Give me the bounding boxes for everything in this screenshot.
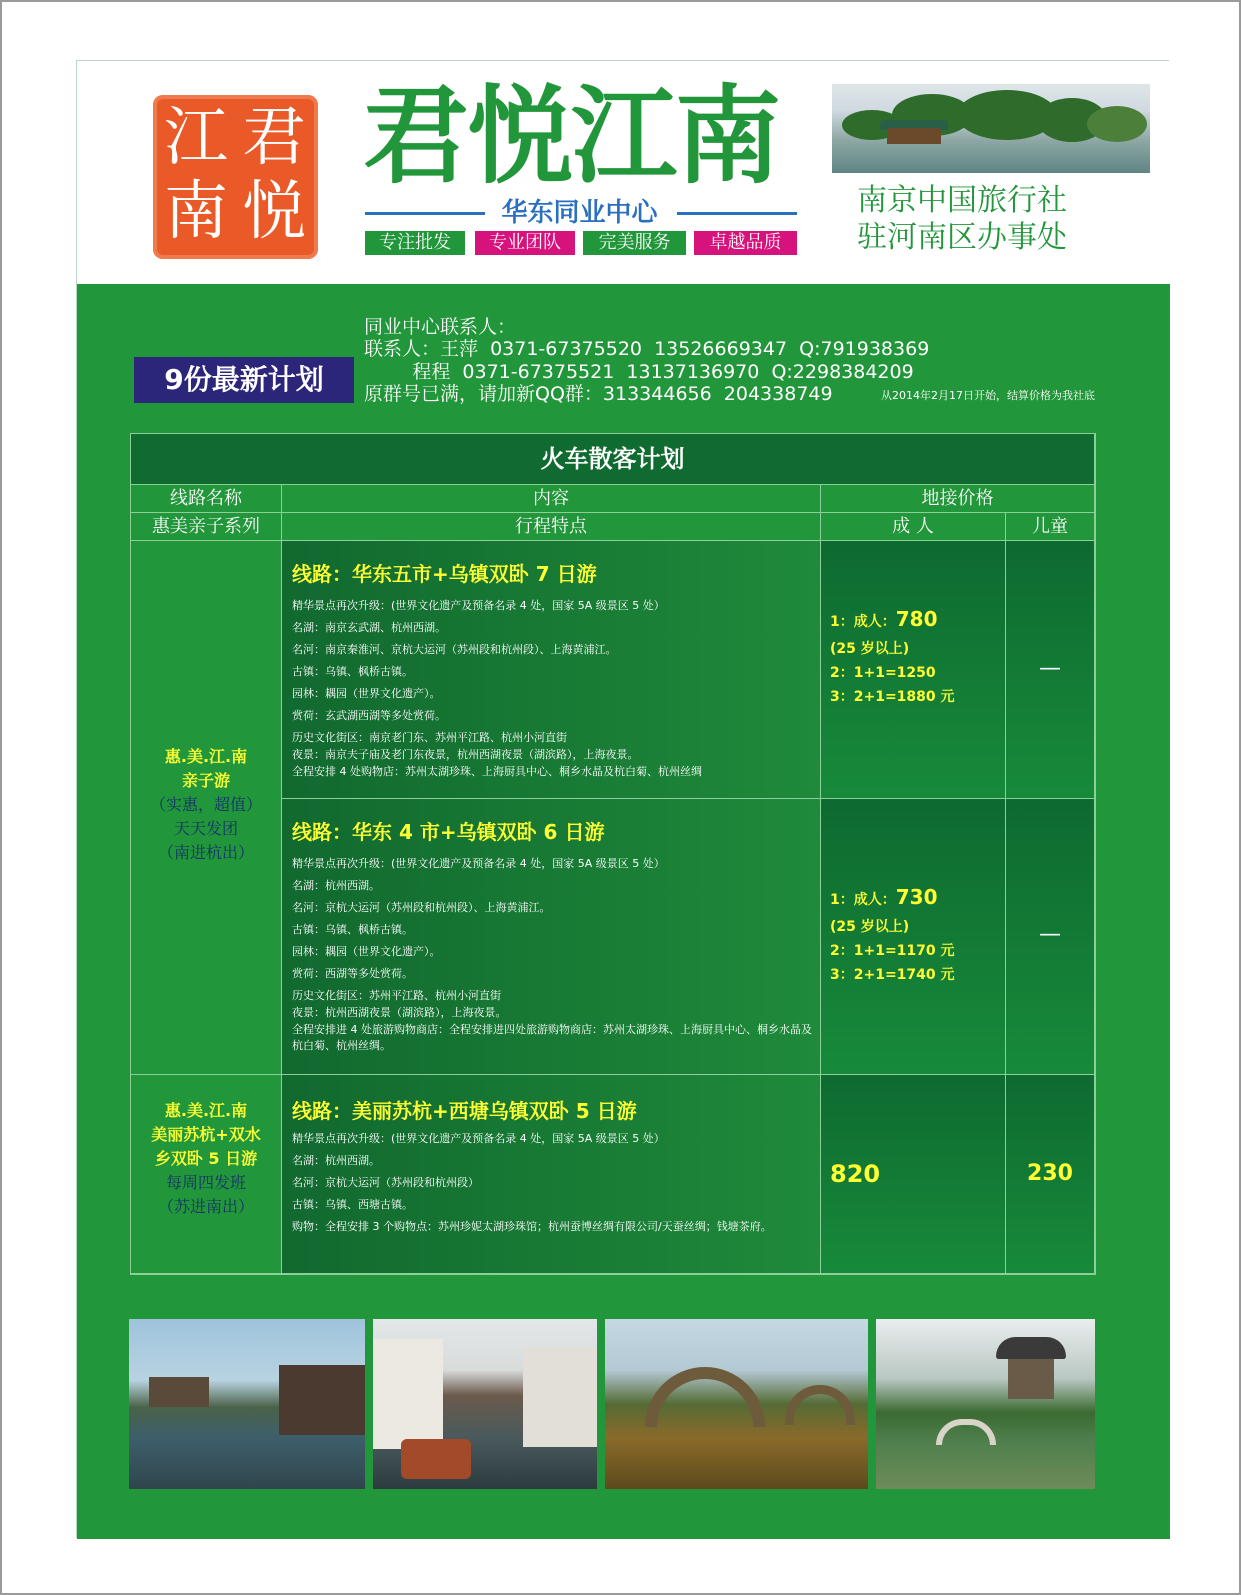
flyer xyxy=(76,60,1169,1538)
water-town-photo xyxy=(129,1319,365,1489)
series-label xyxy=(131,745,281,865)
price-combo: 3：2+1=1740 元 xyxy=(830,967,955,983)
series-type: 美丽苏杭+双水 xyxy=(151,1125,261,1144)
divider xyxy=(677,212,797,215)
route-detail: 园林：耦园（世界文化遗产）。 xyxy=(292,687,441,700)
seal-char: 南 xyxy=(164,175,228,249)
child-price: — xyxy=(1039,656,1061,681)
route-detail: 名湖：南京玄武湖、杭州西湖。 xyxy=(292,621,446,634)
boat-shape xyxy=(401,1439,471,1479)
brand-subtitle: 华东同业中心 xyxy=(501,198,658,228)
divider xyxy=(365,212,485,215)
tagline-badge: 卓越品质 xyxy=(694,231,797,255)
series-note: （实惠，超值） xyxy=(149,795,262,814)
tagline-badge: 专注批发 xyxy=(365,231,465,255)
contact-heading: 同业中心联系人： xyxy=(364,316,517,338)
house-shape xyxy=(373,1339,443,1449)
series-type: 乡双卧 5 日游 xyxy=(154,1149,258,1168)
price-combo: 3：2+1=1880 元 xyxy=(830,689,955,705)
route-cell xyxy=(282,541,821,799)
child-price-cell xyxy=(1006,1075,1095,1274)
price-label: 1：成人： xyxy=(830,614,896,630)
series-name: 惠.美.江.南 xyxy=(164,1101,248,1120)
contact-line: 程程 0371-67375521 13137136970 Q:2298384209 xyxy=(364,361,914,383)
seal-char: 悦 xyxy=(242,175,306,249)
child-price-cell xyxy=(1006,799,1095,1075)
pavilion xyxy=(887,128,941,144)
route-detail: 精华景点再次升级：(世界文化遗产及预备名录 4 处，国家 5A 级景区 5 处） xyxy=(292,857,665,870)
route-cell xyxy=(282,1075,821,1274)
route-detail: 名湖：杭州西湖。 xyxy=(292,879,380,892)
header-content: 内容 xyxy=(282,485,821,513)
tagline-badge: 完美服务 xyxy=(583,231,686,255)
child-price: 230 xyxy=(1027,1161,1073,1186)
price-combo: 2：1+1=1250 xyxy=(830,665,936,681)
pavilion-roof xyxy=(996,1337,1066,1359)
route-detail: 古镇：乌镇、枫桥古镇。 xyxy=(292,923,413,936)
series-cell xyxy=(131,1075,282,1274)
price-note: 从2014年2月17日开始，结算价格为我社底 xyxy=(881,389,1095,402)
adult-price-cell xyxy=(821,1075,1006,1274)
route-detail: 精华景点再次升级：(世界文化遗产及预备名录 4 处，国家 5A 级景区 5 处） xyxy=(292,1132,665,1145)
header-child: 儿童 xyxy=(1006,513,1095,541)
adult-price-cell xyxy=(821,799,1006,1075)
stone-bridge-photo xyxy=(605,1319,868,1489)
bridge-arch xyxy=(936,1419,996,1445)
price-age-note: (25 岁以上) xyxy=(830,641,910,657)
adult-price-cell xyxy=(821,541,1006,799)
header xyxy=(77,61,1170,288)
route-title: 线路：美丽苏杭+西塘乌镇双卧 5 日游 xyxy=(292,1099,637,1123)
agency-name: 南京中国旅行社 xyxy=(857,183,1067,218)
header-price: 地接价格 xyxy=(821,485,1095,513)
tree-shape xyxy=(1087,106,1147,142)
train-plan-table xyxy=(130,433,1096,1275)
route-detail: 历史文化街区：南京老门东、苏州平江路、杭州小河直街 xyxy=(292,731,567,744)
adult-price: 820 xyxy=(830,1160,881,1188)
route-cell xyxy=(282,799,821,1075)
adult-price: 730 xyxy=(895,885,938,909)
route-detail: 赏荷：玄武湖西湖等多处赏荷。 xyxy=(292,709,446,722)
header-features: 行程特点 xyxy=(282,513,821,541)
pavilion xyxy=(1008,1359,1054,1399)
price-label: 1：成人： xyxy=(830,892,896,908)
series-schedule: 天天发团 xyxy=(173,819,238,838)
route-detail: 全程安排进 4 处旅游购物商店：全程安排进四处旅游购物商店：苏州太湖珍珠、上海厨具中心、桐乡水晶及杭白菊、杭州丝绸。 xyxy=(292,1023,812,1052)
route-detail: 古镇：乌镇、西塘古镇。 xyxy=(292,1198,413,1211)
seal-char: 江 xyxy=(164,101,228,175)
route-detail: 园林：耦园（世界文化遗产）。 xyxy=(292,945,441,958)
table-title: 火车散客计划 xyxy=(131,434,1095,485)
price-age-note: (25 岁以上) xyxy=(830,919,910,935)
route-detail: 全程安排 4 处购物店：苏州太湖珍珠、上海厨具中心、桐乡水晶及杭白菊、杭州丝绸 xyxy=(292,765,702,778)
route-detail: 夜景：南京夫子庙及老门东夜景，杭州西湖夜景（湖滨路），上海夜景。 xyxy=(292,748,639,761)
qq-group-line: 原群号已满，请加新QQ群：313344656 204338749 xyxy=(364,383,833,405)
agency-office: 驻河南区办事处 xyxy=(857,220,1067,255)
header-series: 惠美亲子系列 xyxy=(131,513,282,541)
series-direction: （苏进南出） xyxy=(157,1197,254,1216)
route-detail: 精华景点再次升级：(世界文化遗产及预备名录 4 处，国家 5A 级景区 5 处） xyxy=(292,599,665,612)
canal-boats-photo xyxy=(373,1319,597,1489)
route-detail: 赏荷：西湖等多处赏荷。 xyxy=(292,967,413,980)
series-label xyxy=(131,1099,281,1219)
garden-pavilion-photo xyxy=(876,1319,1095,1489)
route-detail: 历史文化街区：苏州平江路、杭州小河直街 xyxy=(292,989,501,1002)
route-detail: 购物：全程安排 3 个购物点：苏州珍妮太湖珍珠馆；杭州蚕博丝绸有限公司/天蚕丝绸；钱塘茶府。 xyxy=(292,1220,772,1233)
series-cell xyxy=(131,541,282,1075)
tagline-badge: 专业团队 xyxy=(475,231,575,255)
main-content xyxy=(77,284,1170,1539)
adult-price-line xyxy=(830,607,938,634)
bridge-arch xyxy=(785,1385,855,1425)
header-route-name: 线路名称 xyxy=(131,485,282,513)
route-detail: 名河：南京秦淮河、京杭大运河（苏州段和杭州段）、上海黄浦江。 xyxy=(292,643,617,656)
route-detail: 名河：京杭大运河（苏州段和杭州段） xyxy=(292,1176,479,1189)
adult-price-line xyxy=(830,885,938,912)
route-detail: 名河：京杭大运河（苏州段和杭州段）、上海黄浦江。 xyxy=(292,901,551,914)
house-shape xyxy=(149,1377,209,1407)
seal-char: 君 xyxy=(242,101,306,175)
adult-price: 780 xyxy=(895,607,938,631)
route-detail: 夜景：杭州西湖夜景（湖滨路），上海夜景。 xyxy=(292,1006,507,1019)
plan-badge: 9份最新计划 xyxy=(134,357,354,403)
route-detail: 名湖：杭州西湖。 xyxy=(292,1154,380,1167)
contact-line: 联系人：王萍 0371-67375520 13526669347 Q:791938369 xyxy=(364,338,930,360)
series-name: 惠.美.江.南 xyxy=(164,747,248,766)
series-type: 亲子游 xyxy=(181,771,230,790)
lake-pavilion-photo xyxy=(832,84,1150,173)
series-direction: （南进杭出） xyxy=(157,843,254,862)
brand-title: 君悦江南 xyxy=(363,75,779,198)
header-adult: 成 人 xyxy=(821,513,1006,541)
house-shape xyxy=(523,1347,597,1447)
route-detail: 古镇：乌镇、枫桥古镇。 xyxy=(292,665,413,678)
series-schedule: 每周四发班 xyxy=(165,1173,246,1192)
route-title: 线路：华东 4 市+乌镇双卧 6 日游 xyxy=(292,820,605,844)
bridge-arch xyxy=(645,1367,765,1427)
price-combo: 2：1+1=1170 元 xyxy=(830,943,955,959)
child-price: — xyxy=(1039,922,1061,947)
house-shape xyxy=(279,1365,365,1435)
route-title: 线路：华东五市+乌镇双卧 7 日游 xyxy=(292,562,597,586)
child-price-cell xyxy=(1006,541,1095,799)
brand-seal-logo xyxy=(153,95,318,259)
